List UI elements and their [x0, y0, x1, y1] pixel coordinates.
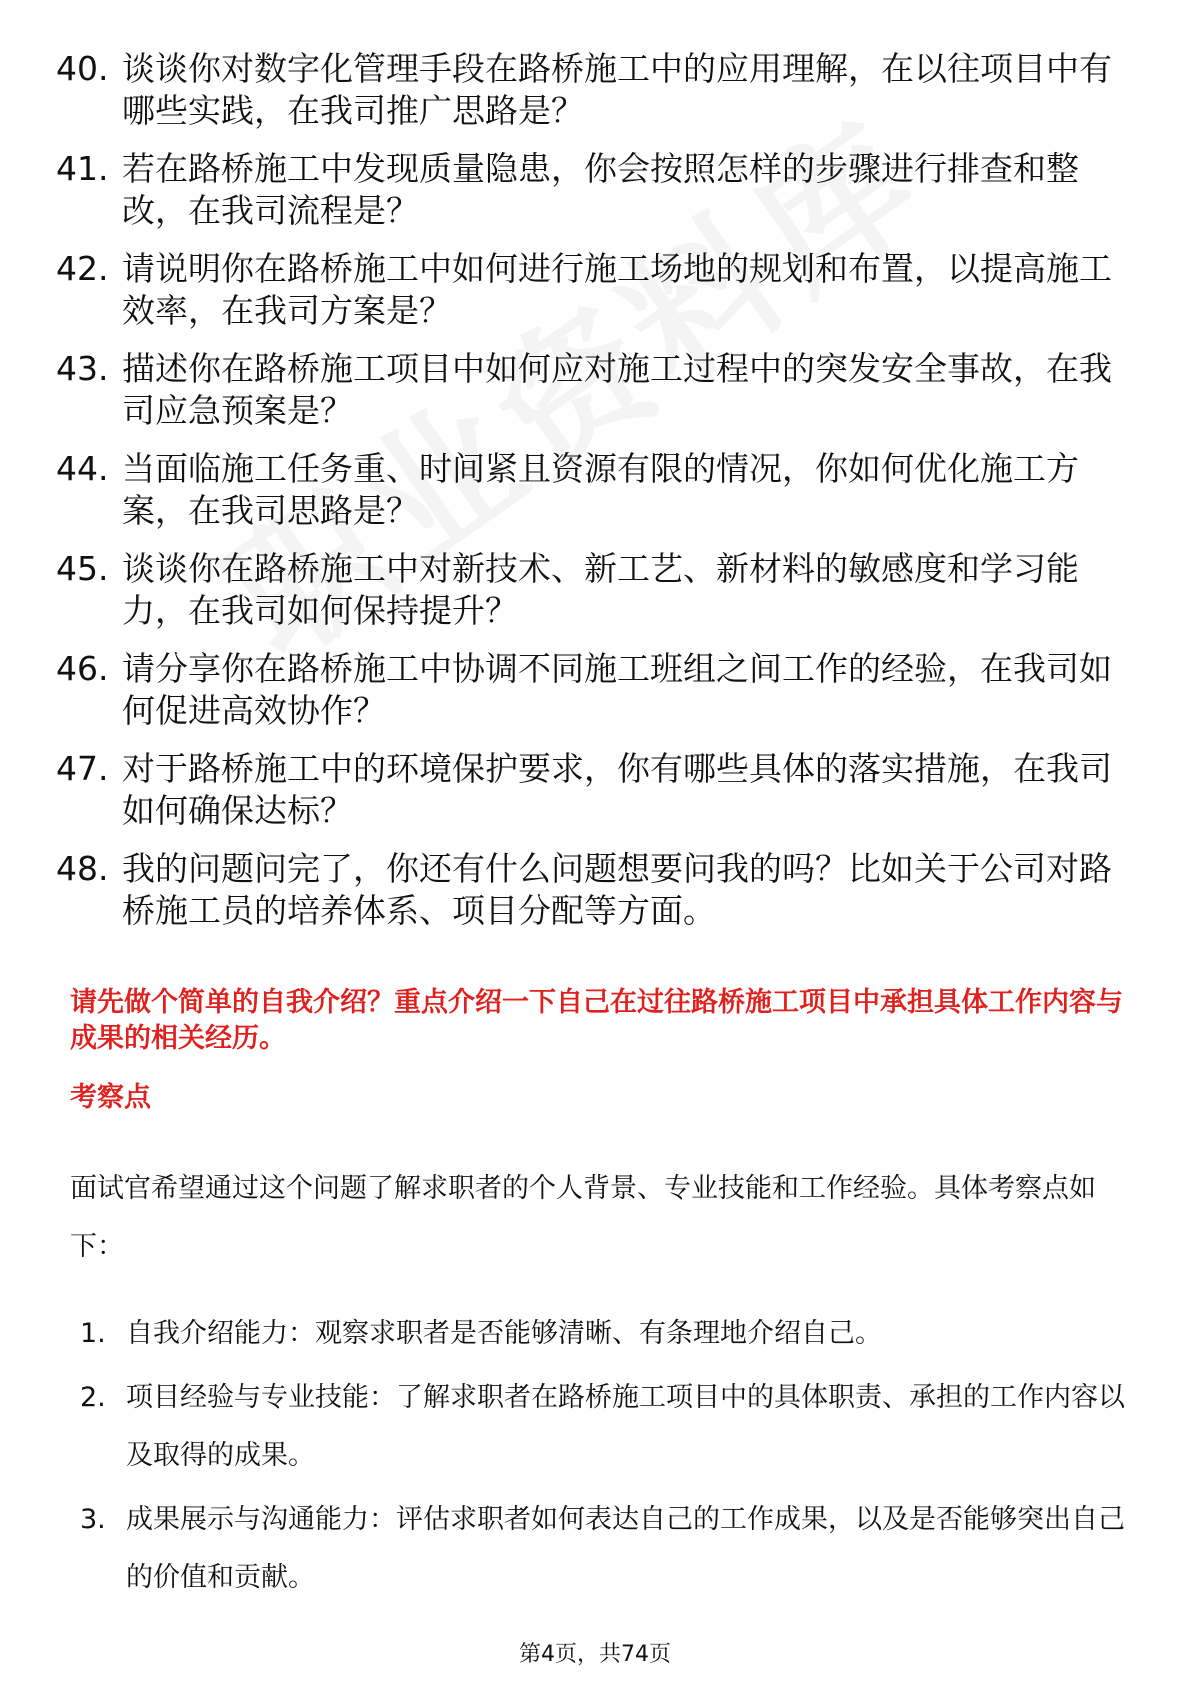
question-item [56, 48, 1136, 132]
question-text: 当面临施工任务重、时间紧且资源有限的情况，你如何优化施工方案，在我司思路是？ [122, 449, 1079, 530]
question-item [56, 848, 1136, 932]
point-text: 成果展示与沟通能力：评估求职者如何表达自己的工作成果，以及是否能够突出自己的价值和贡献。 [126, 1504, 1125, 1593]
question-number: 42. [56, 249, 109, 288]
question-number: 48. [56, 849, 109, 888]
list-item [80, 1491, 1140, 1607]
question-text: 请分享你在路桥施工中协调不同施工班组之间工作的经验，在我司如何促进高效协作？ [122, 649, 1112, 730]
question-text: 谈谈你在路桥施工中对新技术、新工艺、新材料的敏感度和学习能力，在我司如何保持提升？ [122, 549, 1079, 630]
section-label: 考察点 [70, 1082, 151, 1113]
question-item [56, 748, 1136, 832]
question-list [56, 48, 1136, 948]
highlight-question: 请先做个简单的自我介绍？重点介绍一下自己在过往路桥施工项目中承担具体工作内容与成果的相关经历。 [70, 987, 1123, 1054]
question-text: 请说明你在路桥施工中如何进行施工场地的规划和布置，以提高施工效率，在我司方案是？ [122, 249, 1112, 330]
question-number: 40. [56, 49, 109, 88]
page-footer: 第4页，共74页 [519, 1642, 671, 1667]
assessment-points [80, 1305, 1140, 1613]
intro-paragraph: 面试官希望通过这个问题了解求职者的个人背景、专业技能和工作经验。具体考察点如下： [70, 1173, 1096, 1262]
question-text: 对于路桥施工中的环境保护要求，你有哪些具体的落实措施，在我司如何确保达标？ [122, 749, 1112, 830]
question-number: 46. [56, 649, 109, 688]
question-number: 47. [56, 749, 109, 788]
question-text: 描述你在路桥施工项目中如何应对施工过程中的突发安全事故，在我司应急预案是？ [122, 349, 1112, 430]
question-number: 43. [56, 349, 109, 388]
question-item [56, 448, 1136, 532]
point-number: 1. [80, 1318, 106, 1349]
question-number: 45. [56, 549, 109, 588]
point-number: 3. [80, 1504, 106, 1535]
question-item [56, 148, 1136, 232]
question-number: 41. [56, 149, 109, 188]
question-text: 若在路桥施工中发现质量隐患，你会按照怎样的步骤进行排查和整改，在我司流程是？ [122, 149, 1079, 230]
point-number: 2. [80, 1382, 106, 1413]
question-item [56, 248, 1136, 332]
question-number: 44. [56, 449, 109, 488]
list-item [80, 1305, 1140, 1363]
question-text: 谈谈你对数字化管理手段在路桥施工中的应用理解，在以往项目中有哪些实践，在我司推广思路是？ [122, 49, 1112, 130]
question-item [56, 548, 1136, 632]
point-text: 自我介绍能力：观察求职者是否能够清晰、有条理地介绍自己。 [126, 1318, 882, 1349]
list-item [80, 1369, 1140, 1485]
point-text: 项目经验与专业技能：了解求职者在路桥施工项目中的具体职责、承担的工作内容以及取得的成果。 [126, 1382, 1125, 1471]
question-text: 我的问题问完了，你还有什么问题想要问我的吗？比如关于公司对路桥施工员的培养体系、项目分配等方面。 [122, 849, 1112, 930]
question-item [56, 648, 1136, 732]
question-item [56, 348, 1136, 432]
